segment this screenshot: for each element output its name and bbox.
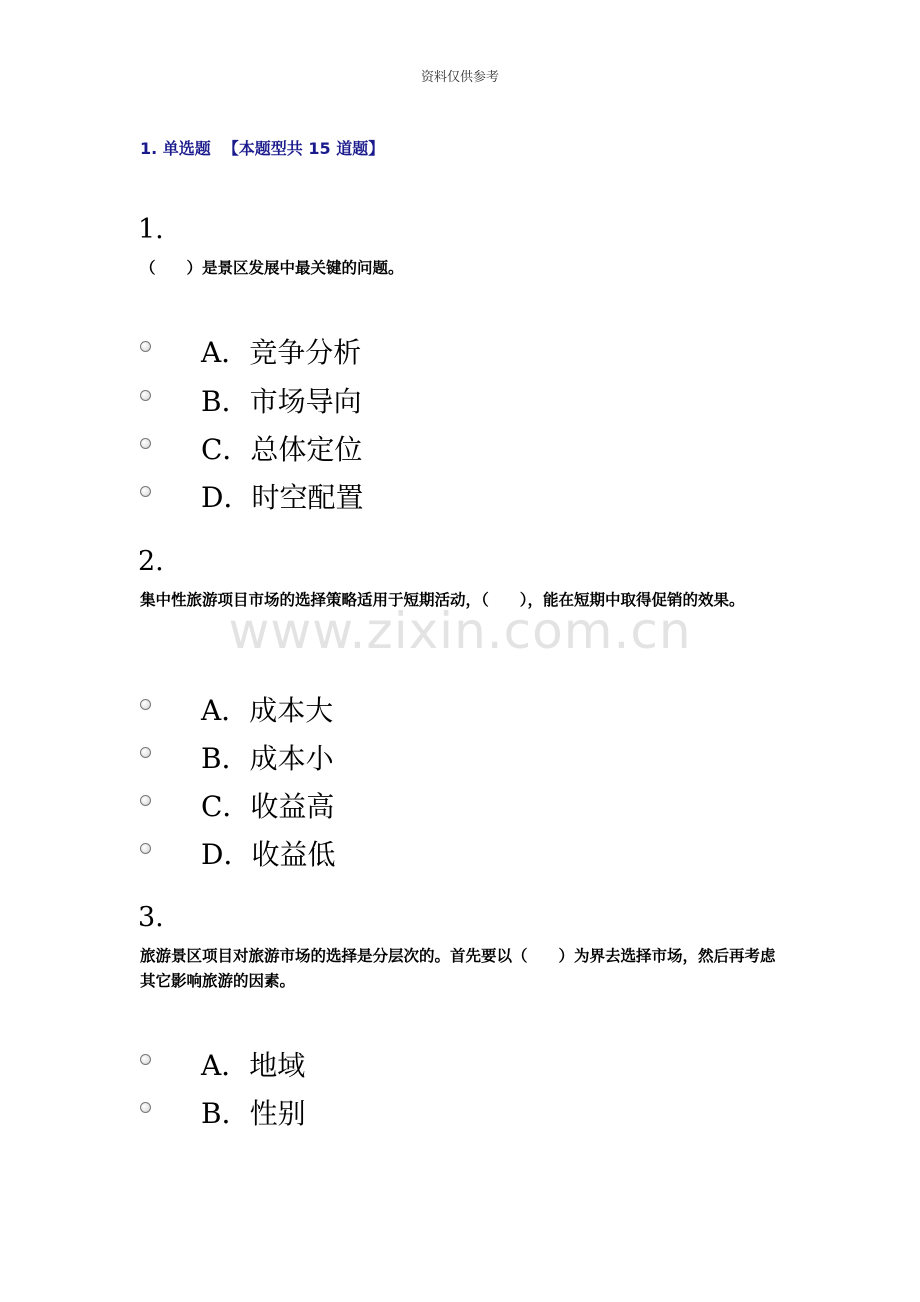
radio-button[interactable] bbox=[140, 486, 151, 497]
page-header: 资料仅供参考 bbox=[420, 70, 499, 85]
question-number: 2. bbox=[138, 546, 164, 577]
radio-button[interactable] bbox=[140, 341, 151, 352]
radio-button[interactable] bbox=[140, 438, 151, 449]
radio-button[interactable] bbox=[140, 843, 151, 854]
option-label: C．收益高 bbox=[201, 790, 335, 823]
option-label: C．总体定位 bbox=[201, 433, 363, 466]
radio-button[interactable] bbox=[140, 1054, 151, 1065]
answer-option[interactable] bbox=[140, 1092, 306, 1132]
question-number: 1. bbox=[138, 214, 164, 245]
option-label: A．竞争分析 bbox=[201, 336, 362, 369]
answer-option[interactable] bbox=[140, 689, 333, 729]
radio-button[interactable] bbox=[140, 795, 151, 806]
radio-button[interactable] bbox=[140, 390, 151, 401]
radio-button[interactable] bbox=[140, 1102, 151, 1113]
section-note: 【本题型共 15 道题】 bbox=[222, 139, 385, 158]
question-text: （ ）是景区发展中最关键的问题。 bbox=[140, 259, 404, 277]
answer-option[interactable] bbox=[140, 331, 361, 371]
answer-option[interactable] bbox=[140, 1044, 305, 1084]
option-label: B．性别 bbox=[201, 1097, 306, 1130]
option-label: B．市场导向 bbox=[201, 385, 362, 418]
option-label: A．地域 bbox=[201, 1049, 306, 1082]
watermark: www.zixin.com.cn bbox=[228, 602, 692, 660]
radio-button[interactable] bbox=[140, 699, 151, 710]
answer-option[interactable] bbox=[140, 476, 363, 516]
option-label: A．成本大 bbox=[201, 694, 334, 727]
question-text: 旅游景区项目对旅游市场的选择是分层次的。首先要以（ ）为界去选择市场，然后再考虑其它影响旅游的因素。 bbox=[140, 947, 776, 990]
answer-option[interactable] bbox=[140, 833, 335, 873]
answer-option[interactable] bbox=[140, 737, 334, 777]
question-number: 3. bbox=[138, 902, 164, 933]
answer-option[interactable] bbox=[140, 380, 362, 420]
radio-button[interactable] bbox=[140, 747, 151, 758]
question-text: 集中性旅游项目市场的选择策略适用于短期活动，（ ），能在短期中取得促销的效果。 bbox=[140, 591, 745, 609]
section-title bbox=[140, 136, 384, 159]
option-label: B．成本小 bbox=[201, 742, 334, 775]
option-label: D．时空配置 bbox=[201, 481, 364, 514]
answer-option[interactable] bbox=[140, 428, 362, 468]
option-label: D．收益低 bbox=[201, 838, 336, 871]
section-label: 1. 单选题 bbox=[140, 139, 211, 158]
answer-option[interactable] bbox=[140, 785, 334, 825]
